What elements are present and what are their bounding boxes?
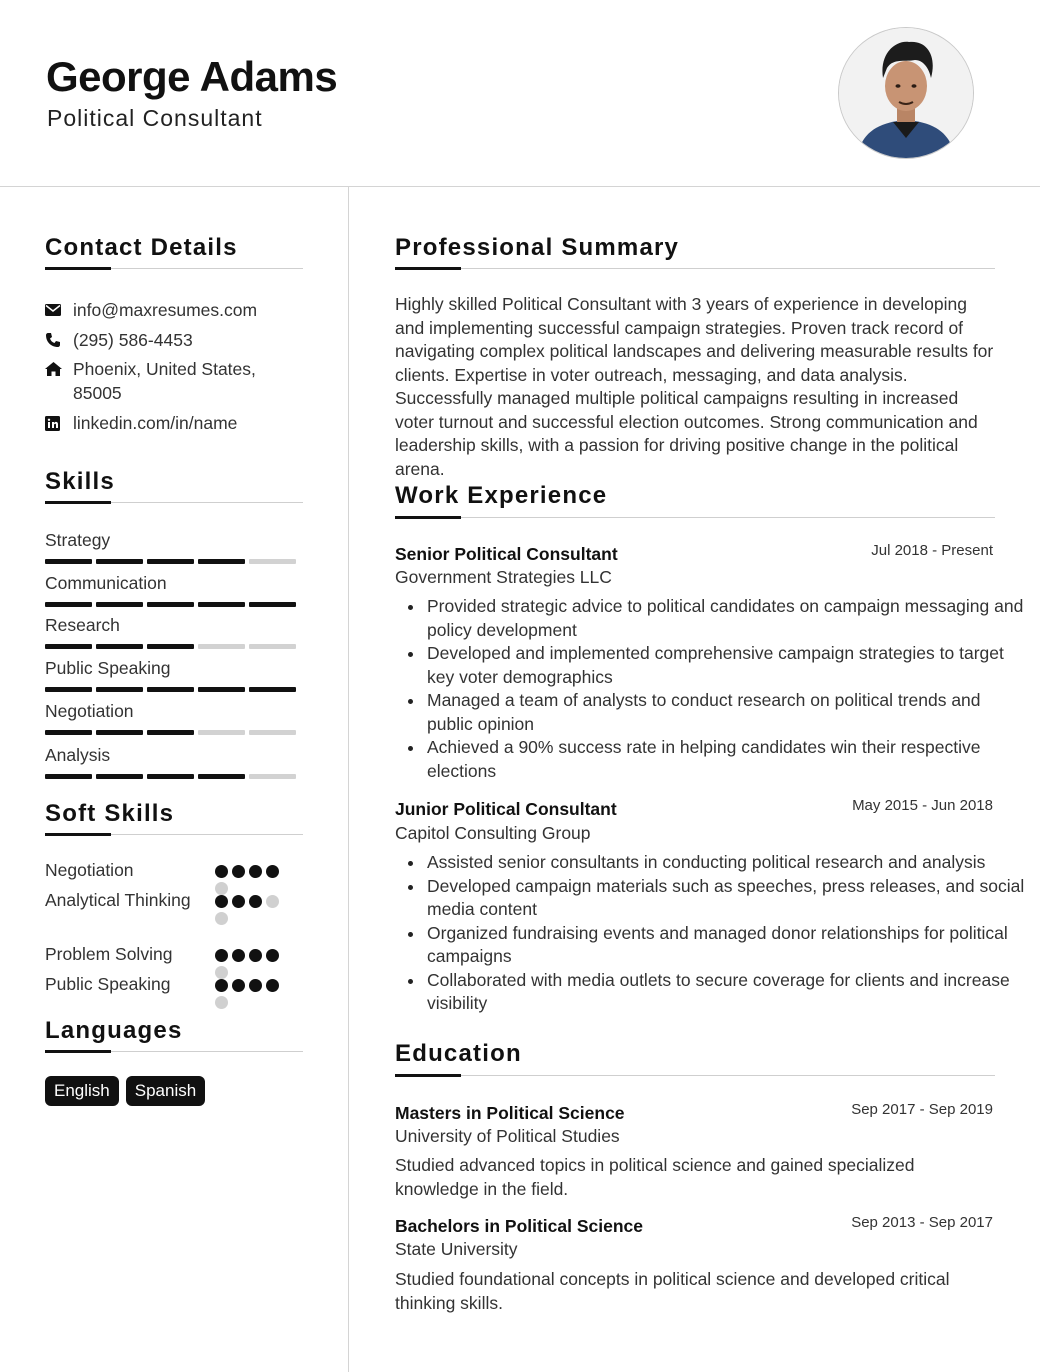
rating-dot	[215, 979, 228, 992]
skill-level-segment	[147, 687, 194, 692]
education-rule	[395, 1075, 995, 1076]
skill-name: Communication	[45, 573, 167, 593]
rating-dot	[232, 979, 245, 992]
job-bullets	[395, 595, 1027, 783]
degree-dates: Sep 2017 - Sep 2019	[851, 1101, 993, 1118]
skill-level-segment	[45, 687, 92, 692]
soft-skill-name: Negotiation	[45, 860, 134, 880]
skill-level-segment	[96, 559, 143, 564]
degree-description: Studied advanced topics in political science and gained specialized knowledge in the field.	[395, 1155, 915, 1199]
degree-title: Masters in Political Science	[395, 1103, 625, 1123]
degree-dates: Sep 2013 - Sep 2017	[851, 1214, 993, 1231]
contact-phone[interactable]	[45, 328, 283, 352]
skill-level-segment	[45, 644, 92, 649]
rating-dot	[232, 865, 245, 878]
job-dates: Jul 2018 - Present	[871, 542, 993, 559]
language-badge: English	[45, 1076, 119, 1106]
skill-level-segment	[96, 602, 143, 607]
degree-school: University of Political Studies	[395, 1126, 620, 1146]
rating-dot	[266, 949, 279, 962]
rating-dot	[232, 895, 245, 908]
language-badge: Spanish	[126, 1076, 205, 1106]
skill-level-segment	[249, 687, 296, 692]
skill-level-segment	[198, 559, 245, 564]
rating-dot	[249, 979, 262, 992]
skill-level-segment	[96, 644, 143, 649]
job-bullets	[395, 851, 1027, 1016]
soft-skills-heading: Soft Skills	[45, 800, 175, 827]
linkedin-icon	[45, 411, 63, 435]
rating-dot	[215, 865, 228, 878]
soft-skills-rule	[45, 834, 303, 835]
skill-level-segment	[147, 602, 194, 607]
skill-level-segment	[147, 730, 194, 735]
job-company: Capitol Consulting Group	[395, 823, 591, 843]
summary-text: Highly skilled Political Consultant with 3 years of experience in developing and implementing successful campaign strategies. Proven track record of navigating complex political landscapes and delivering measurable results for clients. Expertise in voter outreach, messaging, and data analysis. Successfully managed multiple political campaigns resulting in increased voter turnout and successful election outcomes. Strong communication and leadership skills, with a passion for driving positive change in the political arena.	[395, 294, 994, 479]
job-title: Senior Political Consultant	[395, 544, 618, 564]
skill-level-segment	[249, 774, 296, 779]
languages-list	[45, 1076, 212, 1106]
skill-level-segment	[198, 602, 245, 607]
rating-dot	[249, 865, 262, 878]
contact-linkedin[interactable]	[45, 411, 283, 435]
job-title: Junior Political Consultant	[395, 799, 617, 819]
contact-phone-text: (295) 586-4453	[73, 330, 193, 350]
skill-level-segment	[45, 730, 92, 735]
phone-icon	[45, 328, 63, 352]
contact-address	[45, 357, 283, 405]
soft-skill-rating	[215, 895, 285, 929]
skill-level-bar	[45, 774, 303, 779]
rating-dot	[249, 895, 262, 908]
skills-heading: Skills	[45, 468, 115, 495]
envelope-icon	[45, 298, 63, 322]
skill-level-segment	[198, 644, 245, 649]
rating-dot	[266, 865, 279, 878]
skill-level-segment	[249, 559, 296, 564]
rating-dot	[215, 912, 228, 925]
skill-name: Analysis	[45, 745, 111, 765]
skill-name: Strategy	[45, 530, 111, 550]
skill-level-segment	[198, 687, 245, 692]
degree-title: Bachelors in Political Science	[395, 1216, 644, 1236]
skill-item	[45, 614, 303, 649]
skill-level-segment	[45, 774, 92, 779]
soft-skill-rating	[215, 865, 285, 899]
rating-dot	[215, 966, 228, 979]
soft-skill-name: Analytical Thinking	[45, 890, 191, 910]
job-bullet: Assisted senior consultants in conducting political research and analysis	[427, 851, 1027, 875]
job-bullet: Developed and implemented comprehensive campaign strategies to target key voter demographics	[427, 642, 1027, 689]
job-bullet: Collaborated with media outlets to secure coverage for clients and increase visibility	[427, 969, 1027, 1016]
skill-level-bar	[45, 687, 303, 692]
column-divider	[348, 186, 349, 1372]
skill-item	[45, 744, 303, 779]
skills-rule	[45, 502, 303, 503]
degree-school: State University	[395, 1239, 518, 1259]
skill-level-bar	[45, 730, 303, 735]
contact-heading: Contact Details	[45, 234, 238, 261]
skill-name: Public Speaking	[45, 658, 171, 678]
skill-name: Negotiation	[45, 701, 134, 721]
skill-level-segment	[96, 774, 143, 779]
candidate-name: George Adams	[46, 53, 338, 100]
rating-dot	[215, 996, 228, 1009]
skill-level-segment	[147, 559, 194, 564]
skill-level-segment	[249, 644, 296, 649]
skill-item	[45, 529, 303, 564]
resume-header	[0, 0, 1040, 187]
rating-dot	[249, 949, 262, 962]
skill-level-segment	[96, 687, 143, 692]
home-icon	[45, 357, 63, 381]
job-bullet: Developed campaign materials such as speeches, press releases, and social media content	[427, 875, 1027, 922]
job-bullet: Managed a team of analysts to conduct research on political trends and public opinion	[427, 689, 1027, 736]
rating-dot	[215, 895, 228, 908]
skill-level-bar	[45, 644, 303, 649]
profile-photo-image	[839, 28, 973, 158]
skill-level-bar	[45, 559, 303, 564]
job-bullet: Organized fundraising events and managed donor relationships for political campaigns	[427, 922, 1027, 969]
job-bullet: Achieved a 90% success rate in helping candidates win their respective elections	[427, 736, 1027, 783]
skill-level-segment	[96, 730, 143, 735]
skill-level-bar	[45, 602, 303, 607]
contact-email[interactable]	[45, 298, 283, 322]
job-dates: May 2015 - Jun 2018	[852, 797, 993, 814]
profile-photo	[838, 27, 974, 159]
candidate-role: Political Consultant	[47, 105, 263, 131]
skill-level-segment	[198, 730, 245, 735]
skill-item	[45, 700, 303, 735]
skill-level-segment	[147, 644, 194, 649]
skill-level-segment	[198, 774, 245, 779]
summary-heading: Professional Summary	[395, 234, 680, 261]
skill-item	[45, 572, 303, 607]
skill-level-segment	[45, 602, 92, 607]
summary-rule	[395, 268, 995, 269]
rating-dot	[232, 949, 245, 962]
rating-dot	[266, 895, 279, 908]
experience-heading: Work Experience	[395, 482, 608, 509]
job-company: Government Strategies LLC	[395, 567, 612, 587]
skill-level-segment	[147, 774, 194, 779]
contact-address-text: Phoenix, United States, 85005	[73, 359, 256, 403]
experience-rule	[395, 517, 995, 518]
job-bullet: Provided strategic advice to political candidates on campaign messaging and policy development	[427, 595, 1027, 642]
languages-heading: Languages	[45, 1017, 183, 1044]
skill-level-segment	[45, 559, 92, 564]
contact-linkedin-text: linkedin.com/in/name	[73, 413, 238, 433]
soft-skill-name: Public Speaking	[45, 974, 171, 994]
skill-name: Research	[45, 615, 120, 635]
skill-level-segment	[249, 730, 296, 735]
soft-skill-rating	[215, 979, 285, 1013]
education-heading: Education	[395, 1040, 522, 1067]
skill-item	[45, 657, 303, 692]
degree-description: Studied foundational concepts in political science and developed critical thinking skills.	[395, 1269, 950, 1313]
languages-rule	[45, 1051, 303, 1052]
rating-dot	[266, 979, 279, 992]
soft-skill-name: Problem Solving	[45, 944, 173, 964]
rating-dot	[215, 882, 228, 895]
skill-level-segment	[249, 602, 296, 607]
contact-email-text: info@maxresumes.com	[73, 300, 258, 320]
rating-dot	[215, 949, 228, 962]
contact-rule	[45, 268, 303, 269]
soft-skill-rating	[215, 949, 285, 983]
